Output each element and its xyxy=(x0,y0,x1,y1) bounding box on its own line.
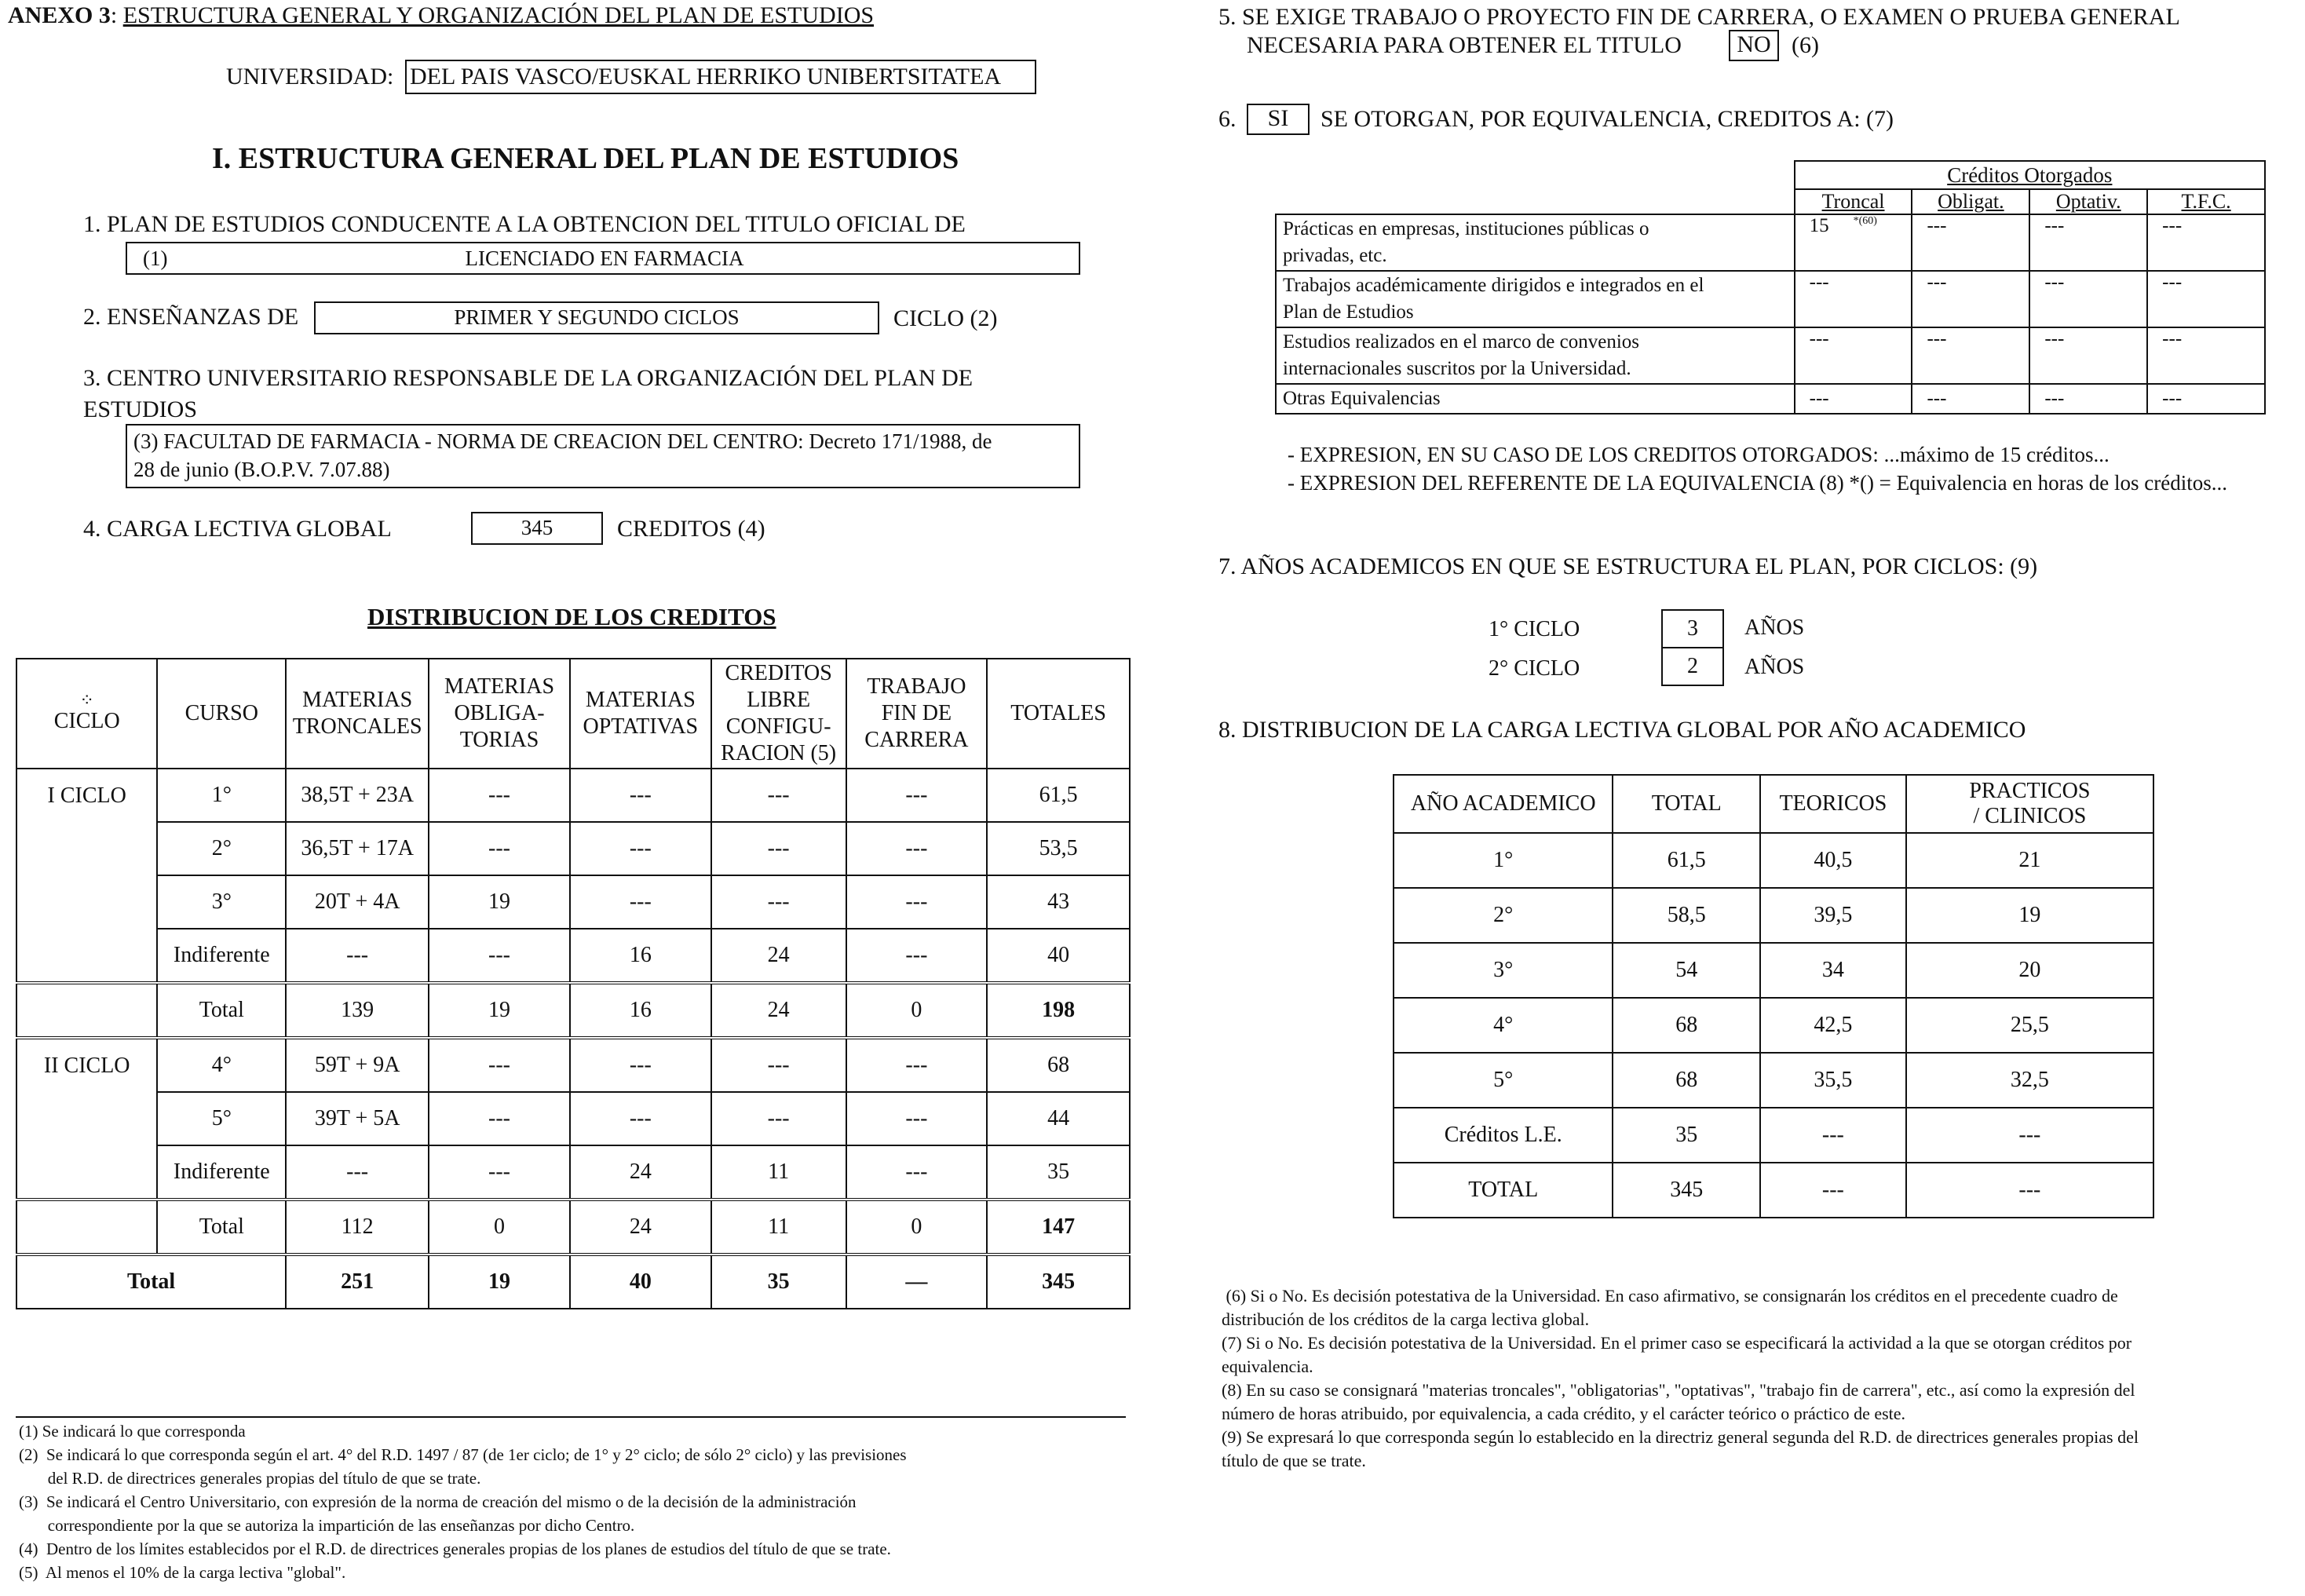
item2-label: 2. ENSEÑANZAS DE xyxy=(83,304,299,330)
footnote-7-cont: equivalencia. xyxy=(1222,1357,1313,1376)
table-row: II CICLO 4° 59T + 9A --- --- --- --- 68 xyxy=(16,1038,1130,1092)
item3-value-line1: (3) FACULTAD DE FARMACIA - NORMA DE CREACION DEL CENTRO: Decreto 171/1988, de xyxy=(133,429,992,453)
expression-equivalence: - EXPRESION DEL REFERENTE DE LA EQUIVALENCIA (8) *() = Equivalencia en horas de los créditos... xyxy=(1288,471,2228,495)
cycle2-years: 2 xyxy=(1661,647,1724,686)
footnote-9-cont: título de que se trate. xyxy=(1222,1451,1366,1470)
footnote-3-cont: correspondiente por la que se autoriza la impartición de las enseñanzas por dicho Centro. xyxy=(19,1516,635,1535)
item6-value: SI xyxy=(1247,104,1310,135)
item6-label: SE OTORGAN, POR EQUIVALENCIA, CREDITOS A: (7) xyxy=(1321,106,1894,132)
dist-title: DISTRIBUCION DE LOS CREDITOS xyxy=(367,603,776,630)
footnote-6-cont: distribución de los créditos de la carga lectiva global. xyxy=(1222,1309,1590,1329)
table-row: 4° 68 42,5 25,5 xyxy=(1394,998,2153,1053)
header-totales: TOTALES xyxy=(987,659,1130,769)
table-row: 5° 39T + 5A --- --- --- --- 44 xyxy=(16,1092,1130,1145)
footnote-1: (1) Se indicará lo que corresponda xyxy=(19,1422,246,1441)
item1-value: LICENCIADO EN FARMACIA xyxy=(465,247,744,270)
col-troncal: Troncal xyxy=(1795,189,1912,214)
item1-box xyxy=(126,242,1080,275)
table-row: 5° 68 35,5 32,5 xyxy=(1394,1053,2153,1108)
table-row: Indiferente --- --- 16 24 --- 40 xyxy=(16,929,1130,983)
header-trabajo-fin: TRABAJO FIN DE CARRERA xyxy=(846,659,988,769)
item5-ref: (6) xyxy=(1792,32,1819,58)
footnote-divider-left xyxy=(16,1416,1126,1418)
item7-label: 7. AÑOS ACADEMICOS EN QUE SE ESTRUCTURA EL PLAN, POR CICLOS: (9) xyxy=(1218,553,2038,579)
table-row: Créditos L.E. 35 --- --- xyxy=(1394,1108,2153,1163)
table-header-row xyxy=(16,659,1130,769)
section-title: I. ESTRUCTURA GENERAL DEL PLAN DE ESTUDIOS xyxy=(212,142,959,175)
cycle1-years-label: AÑOS xyxy=(1744,615,1805,640)
footnote-2-cont: del R.D. de directrices generales propias del título de que se trate. xyxy=(19,1469,481,1488)
item8-label: 8. DISTRIBUCION DE LA CARGA LECTIVA GLOBAL POR AÑO ACADEMICO xyxy=(1218,717,2026,743)
footnote-9: (9) Se expresará lo que corresponda según lo establecido en la directriz general segunda del R.D. de directrices generales propias del xyxy=(1222,1427,2139,1447)
footnotes-right xyxy=(1222,1284,2299,1473)
annex-title: ESTRUCTURA GENERAL Y ORGANIZACIÓN DEL PLAN DE ESTUDIOS xyxy=(122,2,875,28)
annex-separator: : xyxy=(110,2,118,28)
table-row: 2° 36,5T + 17A --- --- --- --- 53,5 xyxy=(16,822,1130,875)
table-row: Otras Equivalencias --- --- --- --- xyxy=(1276,384,2265,414)
header-optativas: MATERIAS OPTATIVAS xyxy=(570,659,711,769)
footnote-5: (5) Al menos el 10% de la carga lectiva "global". xyxy=(19,1563,346,1582)
header-teoricos: TEORICOS xyxy=(1760,775,1906,833)
header-ano-academico: AÑO ACADEMICO xyxy=(1394,775,1613,833)
item4-label: 4. CARGA LECTIVA GLOBAL xyxy=(83,516,392,542)
item4-value: 345 xyxy=(471,512,603,545)
table-row: Estudios realizados en el marco de convenios internacionales suscritos por la Universidad. --- --- --- --- xyxy=(1276,327,2265,384)
cycle2-years-label: AÑOS xyxy=(1744,655,1805,679)
item5-line2: NECESARIA PARA OBTENER EL TITULO xyxy=(1247,32,1682,58)
footnote-6: (6) Si o No. Es decisión potestativa de la Universidad. En caso afirmativo, se consignarán los créditos en el precedente cuadro de xyxy=(1222,1286,2118,1306)
grand-total-row: Total 251 19 40 35 — 345 xyxy=(16,1255,1130,1309)
table-row: I CICLO 1° 38,5T + 23A --- --- --- --- 61,5 xyxy=(16,769,1130,822)
item1-label: 1. PLAN DE ESTUDIOS CONDUCENTE A LA OBTENCION DEL TITULO OFICIAL DE xyxy=(83,211,966,237)
university-value: DEL PAIS VASCO/EUSKAL HERRIKO UNIBERTSITATEA xyxy=(405,60,1036,94)
table-row: TOTAL 345 --- --- xyxy=(1394,1163,2153,1218)
footnote-marker: *(60) xyxy=(1853,215,1877,227)
cycle2-total-row: Total 112 0 24 11 0 147 xyxy=(16,1200,1130,1255)
item2-suffix: CICLO (2) xyxy=(893,305,998,331)
cycle-label-2: II CICLO xyxy=(16,1038,157,1200)
credits-granted-table xyxy=(1275,160,2266,415)
cycle1-total-row: Total 139 19 16 24 0 198 xyxy=(16,983,1130,1038)
annex-heading xyxy=(8,2,874,30)
item4-suffix: CREDITOS (4) xyxy=(617,516,765,542)
table-row: Indiferente --- --- 24 11 --- 35 xyxy=(16,1145,1130,1200)
table-row: Prácticas en empresas, instituciones públicas o privadas, etc. 15 *(60) --- --- --- xyxy=(1276,214,2265,271)
footnote-4: (4) Dentro de los límites establecidos por el R.D. de directrices generales propias de los planes de estudios del título de que se trate. xyxy=(19,1539,891,1558)
header-total: TOTAL xyxy=(1613,775,1760,833)
university-label: UNIVERSIDAD: xyxy=(226,64,394,89)
item3-label-line2: ESTUDIOS xyxy=(83,396,198,422)
item6-number: 6. xyxy=(1218,106,1237,132)
academic-year-table xyxy=(1393,774,2154,1218)
footnote-2: (2) Se indicará lo que corresponda según el art. 4° del R.D. 1497 / 87 (de 1er ciclo; de 1° y 2° ciclo; de sólo 2° ciclo) y las previsiones xyxy=(19,1445,907,1464)
cycle-label-1: I CICLO xyxy=(16,769,157,983)
header-troncales: MATERIAS TRONCALES xyxy=(286,659,429,769)
cycle1-label: 1° CICLO xyxy=(1489,617,1580,641)
header-curso: CURSO xyxy=(157,659,286,769)
header-practicos: PRACTICOS / CLINICOS xyxy=(1906,775,2153,833)
table-row: 2° 58,5 39,5 19 xyxy=(1394,888,2153,943)
table-header-row xyxy=(1394,775,2153,833)
header-libre-configuracion: CREDITOS LIBRE CONFIGU- RACION (5) xyxy=(711,659,846,769)
credits-granted-header: Créditos Otorgados xyxy=(1795,161,2265,189)
header-obligatorias: MATERIAS OBLIGA- TORIAS xyxy=(429,659,570,769)
expression-credits: - EXPRESION, EN SU CASO DE LOS CREDITOS OTORGADOS: ...máximo de 15 créditos... xyxy=(1288,443,2110,466)
footnote-8-cont: número de horas atribuido, por equivalencia, a cada crédito, y el carácter teórico o práctico de este. xyxy=(1222,1404,1906,1423)
col-optativ: Optativ. xyxy=(2029,189,2147,214)
footnote-8: (8) En su caso se consignará "materias troncales", "obligatorias", "optativas", "trabajo fin de carrera", etc., así como la expresión del xyxy=(1222,1380,2135,1400)
table-row: Trabajos académicamente dirigidos e integrados en el Plan de Estudios --- --- --- --- xyxy=(1276,271,2265,327)
cycle2-label: 2° CICLO xyxy=(1489,656,1580,681)
item5-value: NO xyxy=(1729,30,1779,61)
footnote-7: (7) Si o No. Es decisión potestativa de la Universidad. En el primer caso se especificará la actividad a la que se otorgan créditos por xyxy=(1222,1333,2132,1353)
footnote-3: (3) Se indicará el Centro Universitario, con expresión de la norma de creación del mismo o de la decisión de la administración xyxy=(19,1492,857,1511)
cycle1-years: 3 xyxy=(1661,609,1724,648)
annex-label: ANEXO 3 xyxy=(8,2,111,28)
header-ciclo: ⁘ CICLO xyxy=(16,659,157,769)
item5-line1: 5. SE EXIGE TRABAJO O PROYECTO FIN DE CARRERA, O EXAMEN O PRUEBA GENERAL xyxy=(1218,4,2180,30)
item3-label-line1: 3. CENTRO UNIVERSITARIO RESPONSABLE DE LA ORGANIZACIÓN DEL PLAN DE xyxy=(83,365,974,391)
item2-value: PRIMER Y SEGUNDO CICLOS xyxy=(314,301,879,334)
table-row: 3° 20T + 4A 19 --- --- --- 43 xyxy=(16,875,1130,929)
table-row: 3° 54 34 20 xyxy=(1394,943,2153,998)
table-row: 1° 61,5 40,5 21 xyxy=(1394,833,2153,888)
credits-distribution-table xyxy=(16,658,1131,1309)
item3-value-line2: 28 de junio (B.O.P.V. 7.07.88) xyxy=(133,458,390,481)
footnotes-left xyxy=(19,1419,1134,1584)
col-obligat: Obligat. xyxy=(1912,189,2029,214)
col-tfc: T.F.C. xyxy=(2147,189,2265,214)
item3-box xyxy=(126,424,1080,488)
item1-ref: (1) xyxy=(143,247,168,270)
